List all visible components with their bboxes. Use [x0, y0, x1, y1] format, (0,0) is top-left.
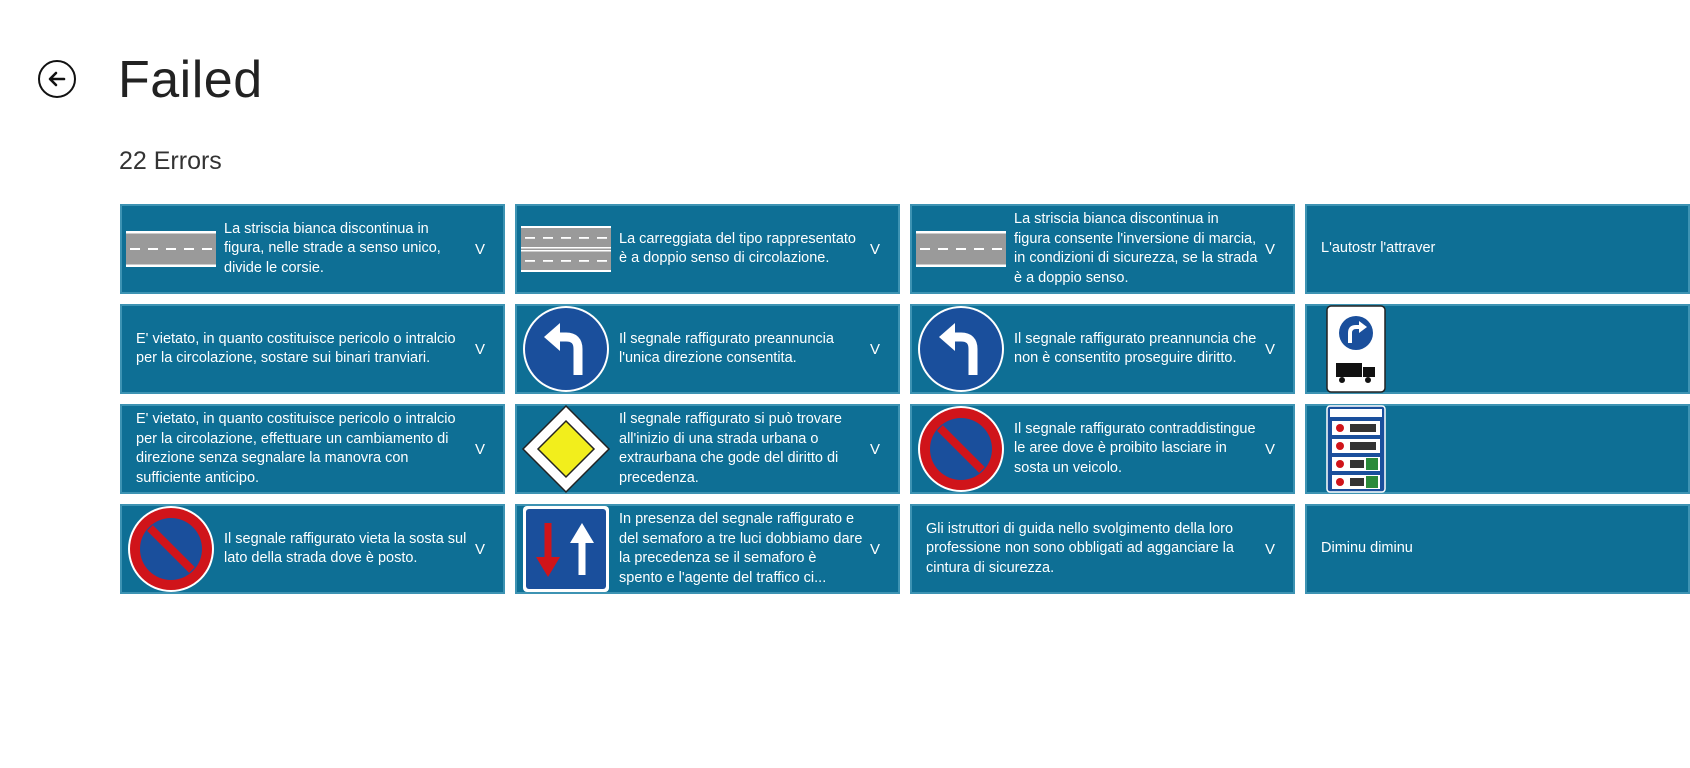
question-text: E' vietato, in quanto costituisce pericolo o intralcio per la circolazione, sostare sui binari tranviari.	[136, 330, 456, 366]
error-tile[interactable]	[910, 304, 1295, 394]
turn-left-sign-icon	[521, 305, 611, 393]
error-tile[interactable]	[120, 404, 505, 494]
question-text: Il segnale raffigurato preannuncia che non è consentito proseguire diritto.	[1014, 330, 1257, 366]
error-tile[interactable]	[120, 204, 505, 294]
error-tile[interactable]	[515, 404, 900, 494]
error-tile[interactable]	[1305, 404, 1690, 494]
answer-mark: V	[870, 540, 881, 558]
question-text: Il segnale raffigurato preannuncia l'unica direzione consentita.	[619, 330, 834, 366]
question-text: Il segnale raffigurato vieta la sosta sul lato della strada dove è posto.	[224, 530, 467, 566]
answer-mark: V	[870, 340, 881, 358]
answer-mark: V	[870, 440, 881, 458]
error-tile[interactable]	[910, 404, 1295, 494]
road-double-carriageway-icon	[521, 205, 611, 293]
error-tile[interactable]	[1305, 204, 1690, 294]
back-button[interactable]	[38, 60, 76, 98]
answer-mark: V	[475, 440, 486, 458]
no-parking-sign-icon	[126, 505, 216, 593]
answer-mark: V	[475, 540, 486, 558]
question-text: L'autostr l'attraver	[1321, 240, 1436, 257]
turn-left-sign-icon	[916, 305, 1006, 393]
italia-speed-limits-sign-icon	[1311, 405, 1401, 493]
question-text: Il segnale raffigurato contraddistingue le aree dove è proibito lasciare in sosta un veicolo.	[1014, 420, 1256, 476]
error-tile[interactable]	[910, 504, 1295, 594]
question-text: E' vietato, in quanto costituisce pericolo o intralcio per la circolazione, effettuare un cambiamento di direzione senza segnalare la manovra con sufficiente anticipo.	[136, 411, 456, 486]
priority-oncoming-sign-icon	[521, 505, 611, 593]
question-text: In presenza del segnale raffigurato e del semaforo a tre luci dobbiamo dare la precedenza se il semaforo è spento e l'agente del traffico ci...	[619, 511, 863, 586]
error-tile[interactable]	[515, 504, 900, 594]
truck-direction-sign-icon	[1311, 305, 1401, 393]
answer-mark: V	[475, 340, 486, 358]
back-arrow-icon	[46, 68, 68, 90]
answer-mark: V	[1265, 340, 1276, 358]
error-tile[interactable]	[515, 204, 900, 294]
answer-mark: V	[475, 240, 486, 258]
error-tile[interactable]	[120, 504, 505, 594]
road-dashed-line-icon	[126, 205, 216, 293]
error-tile[interactable]	[910, 204, 1295, 294]
question-text: La striscia bianca discontinua in figura, nelle strade a senso unico, divide le corsie.	[224, 220, 441, 276]
road-dashed-line-icon	[916, 205, 1006, 293]
question-text: La striscia bianca discontinua in figura consente l'inversione di marcia, in condizioni di sicurezza, se la strada è a doppio senso.	[1014, 211, 1258, 286]
error-tile[interactable]	[1305, 304, 1690, 394]
page-title: Failed	[118, 51, 263, 109]
answer-mark: V	[1265, 540, 1276, 558]
question-text: Gli istruttori di guida nello svolgimento della loro professione non sono obbligati ad agganciare la cintura di sicurezza.	[926, 520, 1234, 576]
priority-road-sign-icon	[521, 405, 611, 493]
errors-grid	[120, 204, 1436, 594]
question-text: Il segnale raffigurato si può trovare all'inizio di una strada urbana o extraurbana che gode del diritto di precedenza.	[619, 411, 843, 486]
no-parking-sign-icon	[916, 405, 1006, 493]
error-tile[interactable]	[515, 304, 900, 394]
error-tile[interactable]	[1305, 504, 1690, 594]
error-tile[interactable]	[120, 304, 505, 394]
question-text: Diminu diminu	[1321, 540, 1413, 557]
question-text: La carreggiata del tipo rappresentato è a doppio senso di circolazione.	[619, 230, 856, 266]
answer-mark: V	[1265, 240, 1276, 258]
error-count: 22 Errors	[119, 147, 222, 175]
answer-mark: V	[1265, 440, 1276, 458]
answer-mark: V	[870, 240, 881, 258]
